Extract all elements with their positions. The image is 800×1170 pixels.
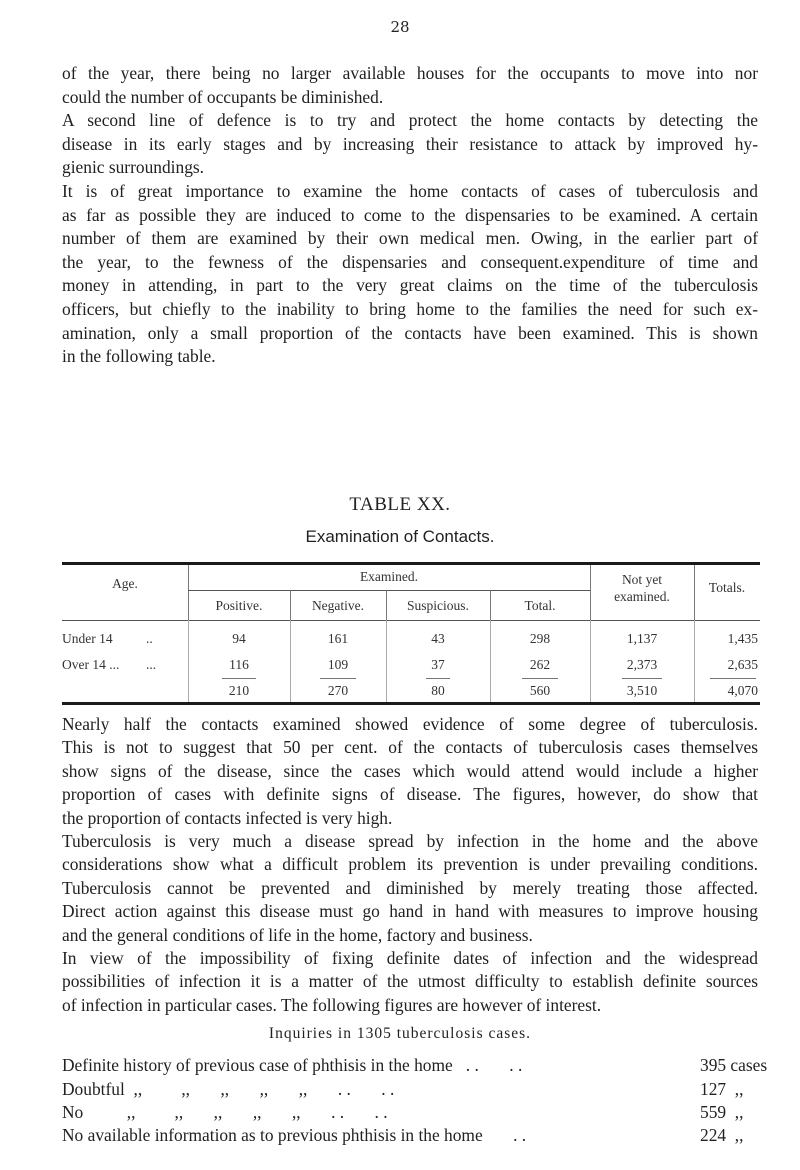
text-line: considerations show what a difficult problem its prevention is under prevailing conditions. [62, 854, 758, 875]
text-line: officers, but chiefly to the inability to bring home to the families the need for such ex- [62, 298, 758, 319]
paragraph-1 [62, 62, 758, 109]
text-line: in the following table. [62, 346, 216, 367]
header-suspicious: Suspicious. [407, 598, 469, 613]
row-total: 298 [529, 631, 551, 646]
row-age: Under 14 [62, 631, 113, 646]
sum-dash [710, 678, 756, 679]
header-negative: Negative. [311, 598, 365, 613]
inquiries-title: Inquiries in 1305 tuberculosis cases. [268, 1025, 532, 1043]
text-line: show signs of the disease, since the cases which would attend would include a higher [62, 760, 758, 781]
table-top-rule [62, 562, 760, 565]
header-examined: Examined. [359, 569, 419, 584]
text-line: proportion of cases with definite signs of disease. The figures, however, do show that [62, 784, 758, 805]
sum-dash [222, 678, 256, 679]
header-positive: Positive. [215, 598, 263, 613]
inquiry-value: 127 ,, [700, 1078, 744, 1099]
sum-dash [320, 678, 356, 679]
row-positive: 116 [229, 657, 249, 672]
row-not-yet: 2,373 [626, 657, 658, 672]
text-line: In view of the impossibility of fixing definite dates of infection and the widespread [62, 948, 758, 968]
row-positive: 94 [232, 631, 246, 646]
table-bottom-rule [62, 702, 760, 705]
row-totals: 2,635 [727, 657, 758, 672]
row-negative: 161 [327, 631, 349, 646]
sum-totals: 4,070 [727, 683, 758, 698]
sum-dash [426, 678, 450, 679]
text-line: money in attending, in part to the very great claims on the time of the tuberculosis [62, 275, 758, 296]
examined-underline [188, 590, 590, 591]
text-line: possibilities of infection it is a matter of the utmost difficulty to establish definite sources [62, 971, 758, 992]
row-suspicious: 43 [431, 631, 445, 646]
text-line: amination, only a small proportion of the contacts have been examined. This is shown [62, 322, 758, 343]
text-line: could the number of occupants be diminished. [62, 86, 384, 107]
text-line: Tuberculosis cannot be prevented and diminished by merely treating those affected. [62, 877, 758, 898]
table-title: TABLE XX. [349, 494, 451, 515]
header-bottom-rule [62, 620, 760, 621]
row-dots: ... [146, 657, 157, 672]
header-age: Age. [112, 576, 138, 591]
inquiry-label: No available information as to previous phthisis in the home . . [62, 1125, 527, 1146]
row-dots: .. [146, 631, 153, 646]
text-line: Direct action against this disease must go hand in hand with measures to improve housing [62, 901, 758, 922]
text-line: the year, to the fewness of the dispensaries and consequent.expenditure of time and [62, 251, 758, 272]
inquiry-label: No ,, ,, ,, ,, ,, . . . . [62, 1102, 388, 1122]
row-totals: 1,435 [727, 631, 758, 646]
text-line: of infection in particular cases. The following figures are however of interest. [62, 994, 602, 1015]
header-not-yet-line1: Not yet [621, 572, 663, 587]
inquiry-value: 395 cases [700, 1055, 768, 1076]
sum-not-yet: 3,510 [626, 683, 658, 698]
paragraph-4 [62, 713, 758, 830]
text-line: disease in its early stages and by increasing their resistance to attack by improved hy- [62, 133, 758, 154]
text-line: number of them are examined by their own medical men. Owing, in the earlier part of [62, 228, 758, 249]
text-line: and the general conditions of life in the home, factory and business. [62, 924, 533, 945]
row-age: Over 14 ... [62, 657, 120, 672]
header-totals: Totals. [708, 580, 746, 595]
text-line: It is of great importance to examine the home contacts of cases of tuberculosis and [62, 181, 758, 201]
inquiry-label: Doubtful ,, ,, ,, ,, ,, . . . . [62, 1078, 395, 1099]
sum-total: 560 [529, 683, 551, 698]
sum-negative: 270 [327, 683, 349, 698]
page-number: 28 [390, 18, 410, 36]
row-negative: 109 [327, 657, 349, 672]
sum-dash [622, 678, 662, 679]
inquiry-value: 559 ,, [700, 1102, 744, 1122]
row-suspicious: 37 [431, 657, 445, 672]
sum-dash [522, 678, 558, 679]
row-not-yet: 1,137 [626, 631, 658, 646]
paragraph-6 [62, 947, 758, 1017]
text-line: This is not to suggest that 50 per cent. of the contacts of tuberculosis cases themselves [62, 737, 758, 758]
inquiry-label: Definite history of previous case of phthisis in the home . . . . [62, 1055, 523, 1076]
text-line: as far as possible they are induced to come to the dispensaries to be examined. A certain [62, 204, 758, 225]
paragraph-2 [62, 109, 758, 180]
inquiry-value: 224 ,, [700, 1125, 744, 1146]
header-not-yet-line2: examined. [614, 589, 670, 604]
text-line: Tuberculosis is very much a disease spread by infection in the home and the above [62, 831, 758, 851]
row-total: 262 [529, 657, 551, 672]
table-subtitle: Examination of Contacts. [305, 527, 495, 546]
paragraph-5 [62, 830, 758, 947]
contacts-table [62, 562, 760, 702]
text-line: gienic surroundings. [62, 157, 205, 178]
paragraph-3 [62, 180, 758, 369]
sum-suspicious: 80 [431, 683, 445, 698]
header-total: Total. [524, 598, 556, 613]
text-line: Nearly half the contacts examined showed evidence of some degree of tuberculosis. [62, 714, 758, 734]
text-line: A second line of defence is to try and protect the home contacts by detecting the [62, 110, 758, 130]
sum-positive: 210 [228, 683, 250, 698]
text-line: of the year, there being no larger available houses for the occupants to move into nor [62, 63, 758, 83]
text-line: the proportion of contacts infected is very high. [62, 807, 393, 828]
